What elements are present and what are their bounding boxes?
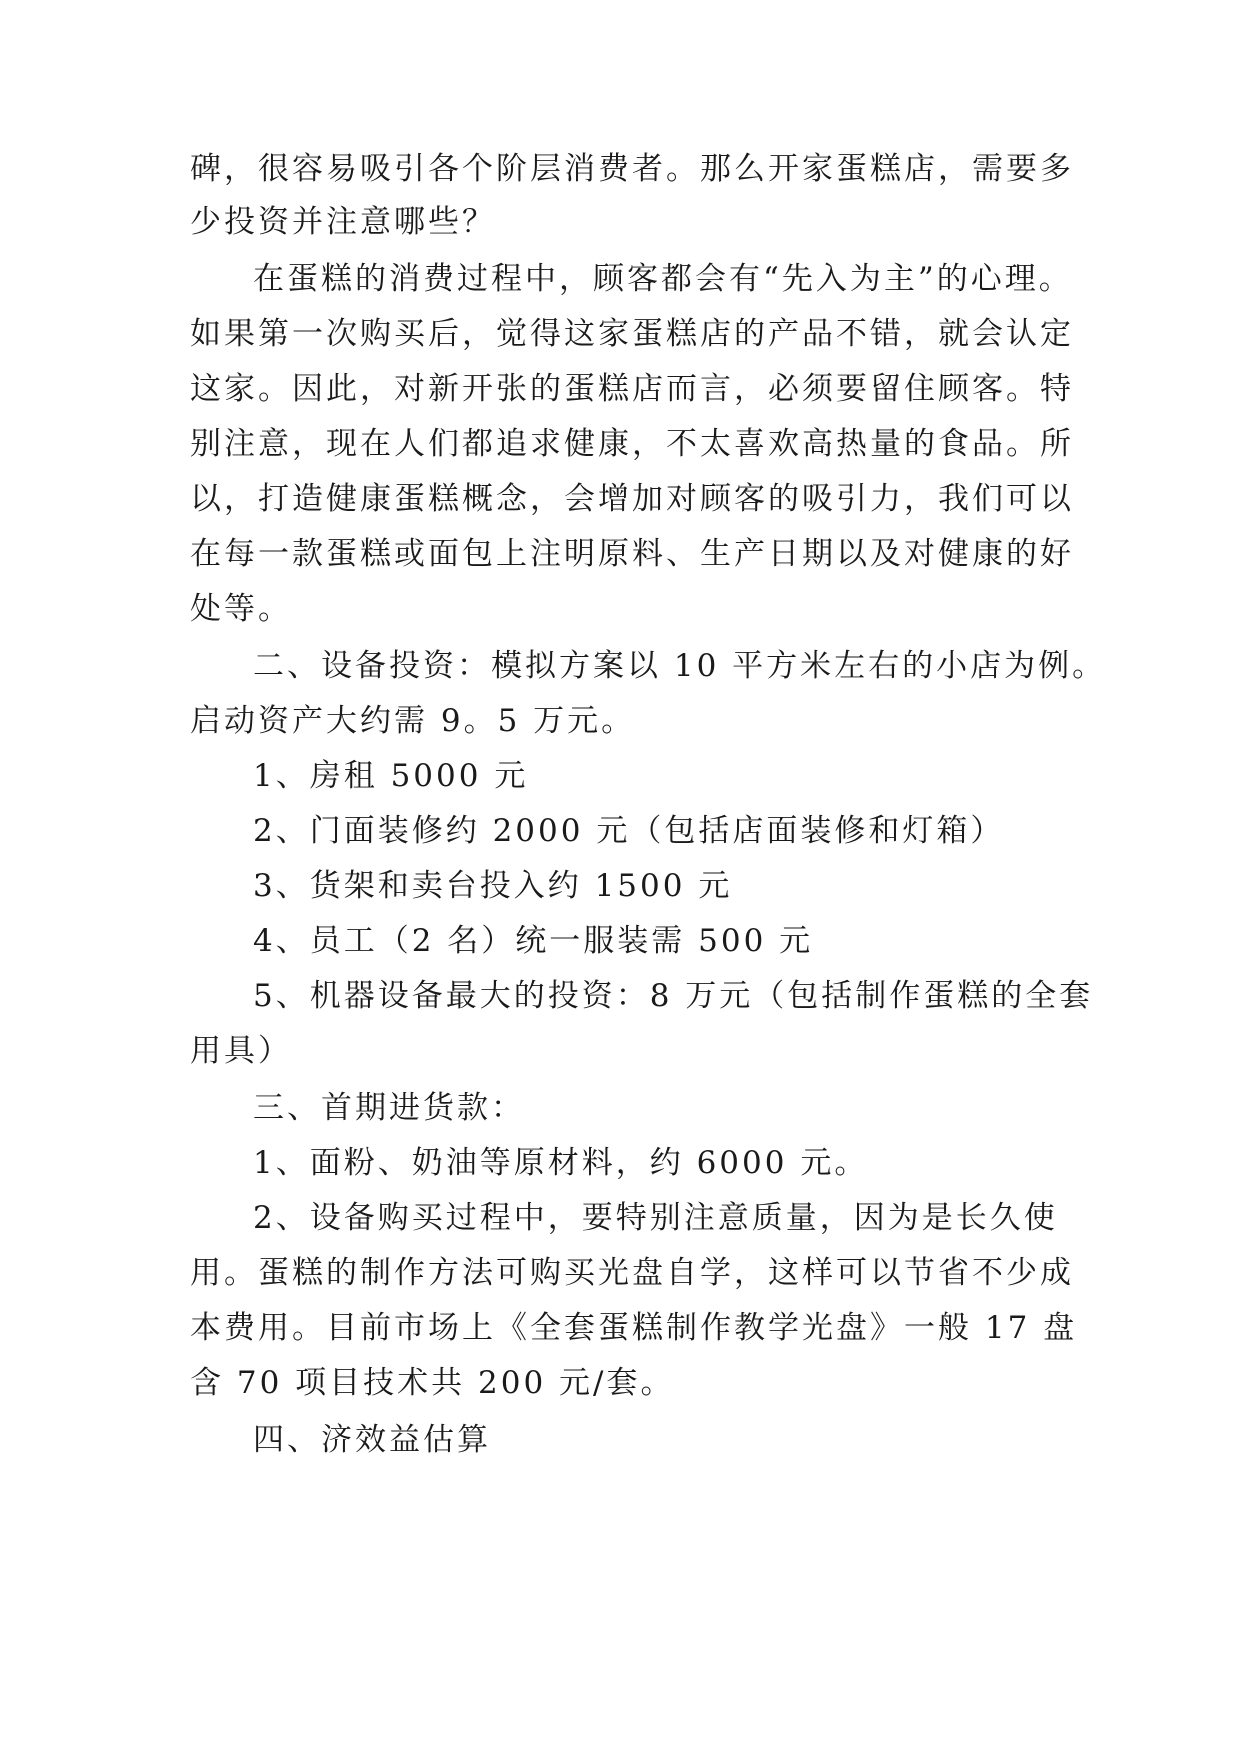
section-heading-first-stock: 三、首期进货款： <box>253 1090 525 1126</box>
list-item: 1、房租 5000 元 <box>253 758 529 794</box>
list-item: 2、门面装修约 2000 元（包括店面装修和灯箱） <box>253 813 1005 849</box>
paragraph-line: 启动资产大约需 9。5 万元。 <box>190 703 636 739</box>
paragraph-line: 这家。因此，对新开张的蛋糕店而言，必须要留住顾客。特 <box>190 371 1074 407</box>
list-item: 1、面粉、奶油等原材料，约 6000 元。 <box>253 1145 869 1181</box>
paragraph-line: 如果第一次购买后，觉得这家蛋糕店的产品不错，就会认定 <box>190 316 1074 352</box>
list-item-continuation: 用具） <box>190 1033 292 1069</box>
paragraph-line: 别注意，现在人们都追求健康，不太喜欢高热量的食品。所 <box>190 426 1074 462</box>
list-item: 5、机器设备最大的投资：8 万元（包括制作蛋糕的全套 <box>253 978 1094 1014</box>
paragraph-line: 用。蛋糕的制作方法可购买光盘自学，这样可以节省不少成 <box>190 1255 1074 1291</box>
list-item: 2、设备购买过程中，要特别注意质量，因为是长久使 <box>253 1200 1058 1236</box>
section-heading-benefit-estimate: 四、济效益估算 <box>253 1422 491 1458</box>
section-heading-equipment: 二、设备投资：模拟方案以 10 平方米左右的小店为例。 <box>253 648 1107 684</box>
paragraph-line: 在每一款蛋糕或面包上注明原料、生产日期以及对健康的好 <box>190 536 1074 572</box>
paragraph-line: 在蛋糕的消费过程中，顾客都会有“先入为主”的心理。 <box>253 261 1073 297</box>
list-item: 4、员工（2 名）统一服装需 500 元 <box>253 923 814 959</box>
paragraph-line: 本费用。目前市场上《全套蛋糕制作教学光盘》一般 17 盘 <box>190 1310 1078 1346</box>
list-item: 3、货架和卖台投入约 1500 元 <box>253 868 733 904</box>
paragraph-line: 碑，很容易吸引各个阶层消费者。那么开家蛋糕店，需要多 <box>190 151 1074 187</box>
paragraph-line: 以，打造健康蛋糕概念，会增加对顾客的吸引力，我们可以 <box>190 481 1074 517</box>
paragraph-line: 处等。 <box>190 591 292 627</box>
paragraph-line: 少投资并注意哪些？ <box>190 204 496 240</box>
paragraph-line: 含 70 项目技术共 200 元/套。 <box>190 1365 675 1401</box>
